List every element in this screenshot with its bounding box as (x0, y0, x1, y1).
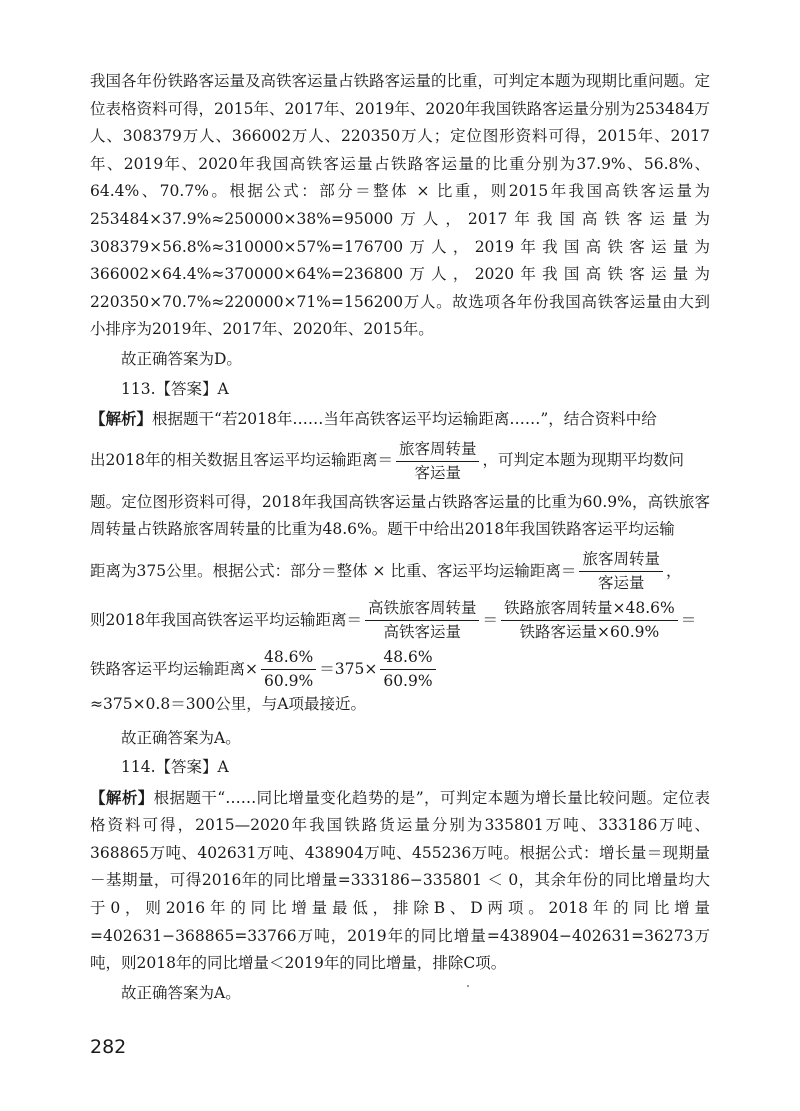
frac-den: 铁路客运量×60.9% (519, 622, 660, 641)
page-number: 282 (90, 1036, 127, 1058)
q113-analysis-line1 (90, 405, 710, 434)
frac-den: 60.9% (383, 671, 433, 690)
q113-text-f1: 铁路客运平均运输距离× (90, 659, 258, 678)
paragraph-112-analysis: 我国各年份铁路客运量及高铁客运量占铁路客运量的比重，可判定本题为现期比重问题。定位表格资料可得，2015年、2017年、2019年、2020年我国铁路客运量分别为253484万人、308379万人、366002万人、220350万人；定位图形资料可得，2015年、2017年、2019年、2020年我国高铁客运量占铁路客运量的比重分别为37.9%、56.8%、64.4%、70.7%。根据公式：部分＝整体 × 比重，则2015年我国高铁客运量为253484×37.9%≈250000×38%=95000万人，2017年我国高铁客运量为308379×56.8%≈310000×57%=176700万人，2019年我国高铁客运量为366002×64.4%≈370000×64%=236800万人，2020年我国高铁客运量为220350×70.7%≈220000×71%=156200万人。故选项各年份我国高铁客运量由大到小排序为2019年、2017年、2020年、2015年。 (90, 72, 711, 339)
fraction-hsr (365, 599, 480, 642)
q113-text-d2: ， (665, 561, 682, 580)
equals-sign: ＝ (482, 610, 498, 629)
q113-text-a: 根据题干“若2018年……当年高铁客运平均运输距离……”，结合资料中给 (152, 410, 657, 429)
q114-analysis (90, 784, 710, 978)
q113-text-f3: ≈375×0.8＝300公里，与A项最接近。 (90, 694, 366, 713)
answer-112: 故正确答案为D。 (121, 349, 242, 368)
answer-113: 故正确答案为A。 (121, 728, 241, 747)
q113-formula-line3 (90, 599, 710, 642)
q114-text: 根据题干“……同比增量变化趋势的是”，可判定本题为增长量比较问题。定位表格资料可得，2015—2020年我国铁路货运量分别为335801万吨、333186万吨、368865万吨、402631万吨、438904万吨、455236万吨。根据公式：增长量＝现期量－基期量，可得2016年的同比增量=333186−335801 ＜ 0，其余年份的同比增量均大于0，则2016年的同比增量最低，排除B、D两项。2018年的同比增量=402631−368865=33766万吨，2019年的同比增量=438904−402631=36273万吨，则2018年的同比增量＜2019年的同比增量，排除C项。 (90, 788, 710, 973)
fraction-ratio-1 (261, 648, 316, 691)
fraction-ratio-2 (380, 648, 435, 691)
fraction-distance-formula-2 (579, 550, 663, 593)
frac-num: 48.6% (261, 648, 316, 670)
fraction-distance-formula (396, 440, 480, 483)
frac-num: 旅客周转量 (396, 440, 480, 462)
frac-num: 高铁旅客周转量 (365, 599, 480, 621)
equals-sign: ＝ (680, 610, 697, 629)
q113-analysis-line3: 题。定位图形资料可得，2018年我国高铁客运量占铁路客运量的比重为60.9%，高铁旅客周转量占铁路旅客周转量的比重为48.6%。题干中给出2018年我国铁路客运平均运输 (90, 492, 710, 539)
q113-text-e1: 则2018年我国高铁客运平均运输距离＝ (90, 610, 362, 629)
frac-den: 客运量 (414, 463, 461, 482)
q113-text-f2: ＝375× (319, 659, 378, 678)
q113-text-d1: 距离为375公里。根据公式：部分＝整体 × 比重、客运平均运输距离＝ (90, 561, 577, 580)
frac-den: 高铁客运量 (383, 622, 461, 641)
q113-text-b1: 出2018年的相关数据且客运平均运输距离＝ (90, 451, 393, 470)
q113-text-b2: ，可判定本题为现期平均数问 (482, 451, 684, 470)
frac-den: 60.9% (264, 671, 314, 690)
frac-num: 铁路旅客周转量×48.6% (501, 599, 678, 621)
scan-speck (467, 985, 469, 987)
q113-formula-line4 (90, 648, 710, 719)
q113-formula-line2 (90, 550, 710, 593)
answer-114: 故正确答案为A。 (121, 983, 241, 1002)
analysis-tag: 【解析】 (90, 787, 154, 807)
frac-den: 客运量 (597, 573, 645, 592)
document-body (90, 68, 710, 1007)
fraction-railway (501, 599, 678, 642)
q113-formula-line1 (90, 440, 710, 483)
analysis-tag: 【解析】 (90, 409, 153, 429)
frac-num: 旅客周转量 (579, 550, 663, 572)
question-113-answer: 113.【答案】A (121, 379, 229, 398)
question-114-answer: 114.【答案】A (121, 758, 229, 777)
frac-num: 48.6% (380, 648, 435, 670)
